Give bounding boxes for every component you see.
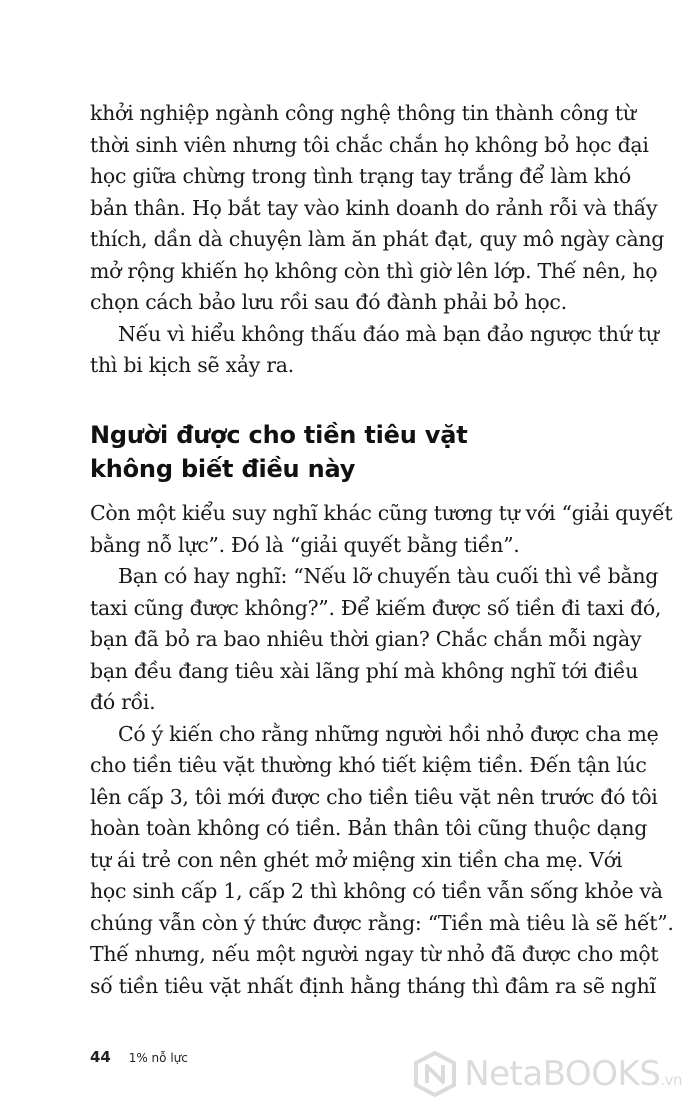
text-line: Thế nhưng, nếu một người ngay từ nhỏ đã được cho một — [90, 942, 659, 966]
text-line: taxi cũng được không?”. Để kiếm được số tiền đi taxi đó, — [90, 595, 662, 620]
text-line: Có ý kiến cho rằng những người hồi nhỏ được cha mẹ — [118, 721, 659, 746]
text-block-top — [90, 98, 665, 382]
text-block-section — [90, 498, 674, 1002]
text-line: bản thân. Họ bắt tay vào kinh doanh do rảnh rỗi và thấy — [90, 195, 658, 220]
text-line: tự ái trẻ con nên ghét mở miệng xin tiền cha mẹ. Với — [90, 847, 623, 872]
heading-line: không biết điều này — [90, 455, 356, 483]
text-line: số tiền tiêu vặt nhất định hằng tháng thì đâm ra sẽ nghĩ — [90, 973, 656, 998]
page-footer — [90, 1048, 188, 1066]
paragraph — [90, 719, 674, 1003]
text-line: chọn cách bảo lưu rồi sau đó đành phải bỏ học. — [90, 290, 567, 314]
text-line: Nếu vì hiểu không thấu đáo mà bạn đảo ngược thứ tự — [118, 321, 659, 346]
text-line: thích, dần dà chuyện làm ăn phát đạt, quy mô ngày càng — [90, 227, 665, 251]
page-number: 44 — [90, 1048, 111, 1066]
heading-line: Người được cho tiền tiêu vặt — [90, 421, 468, 449]
paragraph — [90, 561, 662, 719]
text-line: đó rồi. — [90, 690, 156, 714]
running-title: 1% nỗ lực — [128, 1051, 188, 1065]
watermark — [414, 1051, 682, 1097]
text-line: bằng nỗ lực”. Đó là “giải quyết bằng tiền”. — [90, 532, 520, 557]
text-line: khởi nghiệp ngành công nghệ thông tin thành công từ — [90, 101, 636, 125]
paragraph-continued — [90, 98, 665, 319]
text-line: học giữa chừng trong tình trạng tay trắng để làm khó — [90, 164, 631, 188]
text-line: bạn đều đang tiêu xài lãng phí mà không nghĩ tới điều — [90, 658, 639, 683]
text-line: Còn một kiểu suy nghĩ khác cũng tương tự với “giải quyết — [90, 501, 673, 525]
watermark-text: NetaBOOKS.vn — [464, 1054, 682, 1094]
text-line: mở rộng khiến họ không còn thì giờ lên lớp. Thế nên, họ — [90, 258, 658, 283]
text-line: học sinh cấp 1, cấp 2 thì không có tiền vẫn sống khỏe và — [90, 879, 663, 903]
text-line: hoàn toàn không có tiền. Bản thân tôi cũng thuộc dạng — [90, 816, 648, 840]
section-heading — [90, 418, 618, 486]
text-line: Bạn có hay nghĩ: “Nếu lỡ chuyến tàu cuối thì về bằng — [118, 564, 659, 588]
text-line: lên cấp 3, tôi mới được cho tiền tiêu vặt nên trước đó tôi — [90, 784, 658, 809]
text-line: cho tiền tiêu vặt thường khó tiết kiệm tiền. Đến tận lúc — [90, 753, 647, 777]
paragraph — [90, 498, 673, 561]
text-line: thì bi kịch sẽ xảy ra. — [90, 353, 294, 377]
text-line: bạn đã bỏ ra bao nhiêu thời gian? Chắc chắn mỗi ngày — [90, 627, 642, 651]
text-line: thời sinh viên nhưng tôi chắc chắn họ không bỏ học đại — [90, 132, 649, 157]
netabooks-logo-icon — [414, 1051, 456, 1097]
text-line: chúng vẫn còn ý thức được rằng: “Tiền mà tiêu là sẽ hết”. — [90, 910, 674, 935]
paragraph — [90, 319, 659, 382]
